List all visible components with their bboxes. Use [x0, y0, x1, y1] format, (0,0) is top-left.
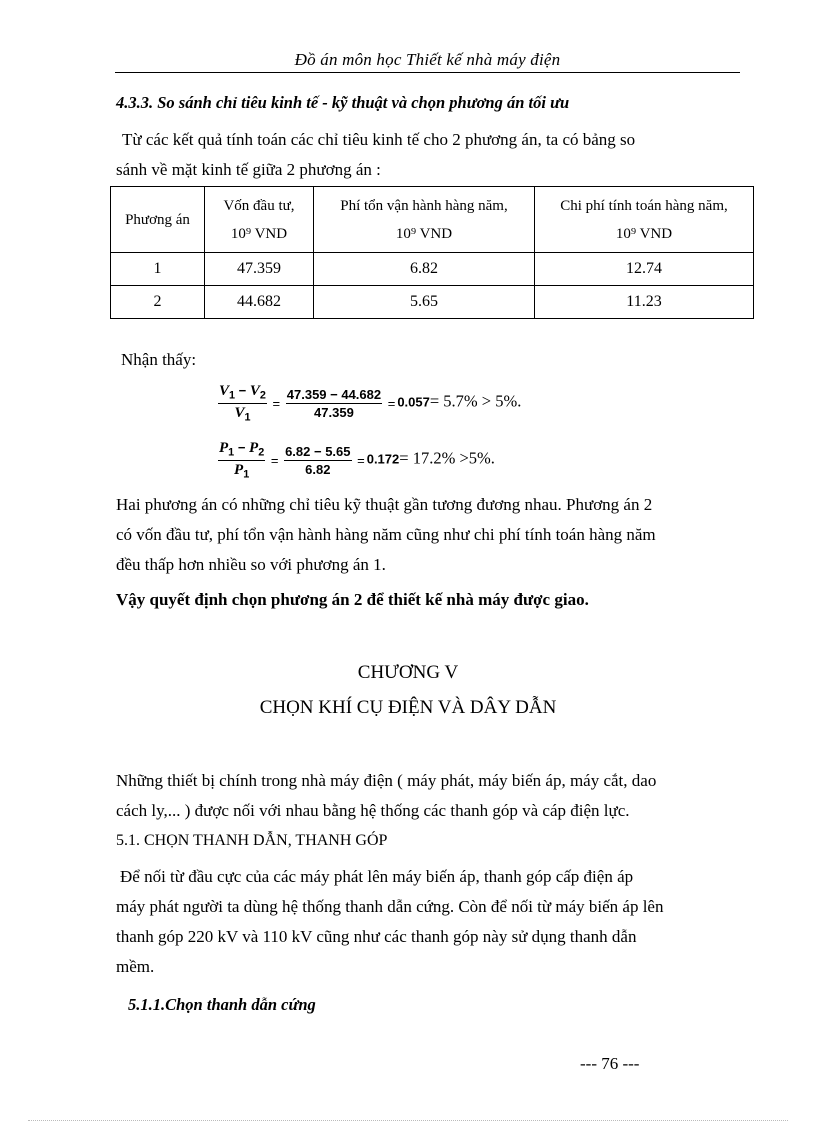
- section-51-line-1: Để nối từ đầu cực của các máy phát lên máy biến áp, thanh góp cấp điện áp: [120, 867, 634, 886]
- section-51-paragraph: [116, 862, 744, 982]
- table-cell: 1: [111, 253, 205, 286]
- fraction-symbolic: $\frac{P_1 - P_2}{P_1}$: [219, 440, 265, 481]
- table-cell: 6.82: [314, 253, 535, 286]
- table-cell: 44.682: [205, 286, 314, 319]
- conclusion-line-1: Hai phương án có những chỉ tiêu kỹ thuật gần tương đương nhau. Phương án 2: [116, 495, 653, 514]
- bottom-rule: [28, 1120, 788, 1121]
- table-cell: 11.23: [535, 286, 754, 319]
- observation-label: Nhận thấy:: [121, 350, 197, 369]
- intro-line-2: sánh về mặt kinh tế giữa 2 phương án :: [116, 160, 381, 179]
- intro-line-1: Từ các kết quả tính toán các chỉ tiêu kinh tế cho 2 phương án, ta có bảng so: [122, 130, 636, 149]
- table-cell: 12.74: [535, 253, 754, 286]
- section-heading-51: 5.1. CHỌN THANH DẪN, THANH GÓP: [116, 832, 388, 849]
- conclusion-line-3: đều thấp hơn nhiều so với phương án 1.: [116, 555, 386, 574]
- formula-result: 0.057: [397, 394, 430, 410]
- header-rule: [115, 72, 740, 73]
- page-number: --- 76 ---: [580, 1054, 640, 1073]
- chapter-title: CHỌN KHÍ CỤ ĐIỆN VÀ DÂY DẪN: [259, 697, 557, 718]
- table-cell: 5.65: [314, 286, 535, 319]
- section-51-line-4: mềm.: [116, 957, 155, 976]
- fraction-numeric: $\frac{6.82 - 5.65}{6.82}$: [285, 443, 351, 477]
- conclusion-line-2: có vốn đầu tư, phí tổn vận hành hàng năm cũng như chi phí tính toán hàng năm: [116, 525, 656, 544]
- fraction-numeric: $\frac{47.359 - 44.682}{47.359}$: [286, 386, 382, 420]
- section-heading-433: 4.3.3. So sánh chỉ tiêu kinh tế - kỹ thuật và chọn phương án tối ưu: [116, 93, 570, 112]
- formula-operating-ratio: $\frac{P_1 - P_2}{P_1}$ = $\frac{6.82 - 5.65}{6.82}$ = 0.172= 17.2% >5%.: [219, 440, 495, 481]
- section-heading-511: 5.1.1.Chọn thanh dẫn cứng: [128, 995, 316, 1014]
- header-cell-annual-cost: Chi phí tính toán hàng năm, 10⁹ VND: [535, 187, 754, 253]
- formula-investment-ratio: $\frac{V_1 - V_2}{V_1}$ = $\frac{47.359 - 44.682}{47.359}$ = 0.057= 5.7% > 5%.: [219, 383, 522, 424]
- table-cell: 2: [111, 286, 205, 319]
- intro-paragraph: [116, 125, 746, 185]
- section-51-line-2: máy phát người ta dùng hệ thống thanh dẫn cứng. Còn để nối từ máy biến áp lên: [116, 897, 664, 916]
- decision-statement: Vậy quyết định chọn phương án 2 để thiết kế nhà máy được giao.: [116, 590, 589, 609]
- formula-tail: = 17.2% >5%.: [399, 448, 495, 468]
- table-row: [111, 286, 754, 319]
- table-cell: 47.359: [205, 253, 314, 286]
- header-cell-option: Phương án: [111, 187, 205, 253]
- comparison-table: [110, 186, 754, 319]
- section-51-line-3: thanh góp 220 kV và 110 kV cũng như các thanh góp này sử dụng thanh dẫn: [116, 927, 637, 946]
- header-title: Đồ án môn học Thiết kế nhà máy điện: [294, 50, 561, 69]
- fraction-symbolic: $\frac{V_1 - V_2}{V_1}$: [219, 383, 266, 424]
- header-cell-investment: Vốn đầu tư, 10⁹ VND: [205, 187, 314, 253]
- header-cell-operating-cost: Phí tổn vận hành hàng năm, 10⁹ VND: [314, 187, 535, 253]
- formula-result: 0.172: [366, 451, 400, 467]
- formula-tail: = 5.7% > 5%.: [429, 391, 522, 411]
- table-row: [111, 253, 754, 286]
- chapter-intro-line-1: Những thiết bị chính trong nhà máy điện ( máy phát, máy biến áp, máy cắt, dao: [116, 771, 657, 790]
- conclusion-paragraph: [116, 490, 744, 580]
- chapter-intro-line-2: cách ly,... ) được nối với nhau bằng hệ thống các thanh góp và cáp điện lực.: [116, 801, 630, 820]
- table-header-row: [111, 187, 754, 253]
- chapter-number: CHƯƠNG V: [357, 662, 459, 683]
- chapter-intro-paragraph: [116, 766, 744, 826]
